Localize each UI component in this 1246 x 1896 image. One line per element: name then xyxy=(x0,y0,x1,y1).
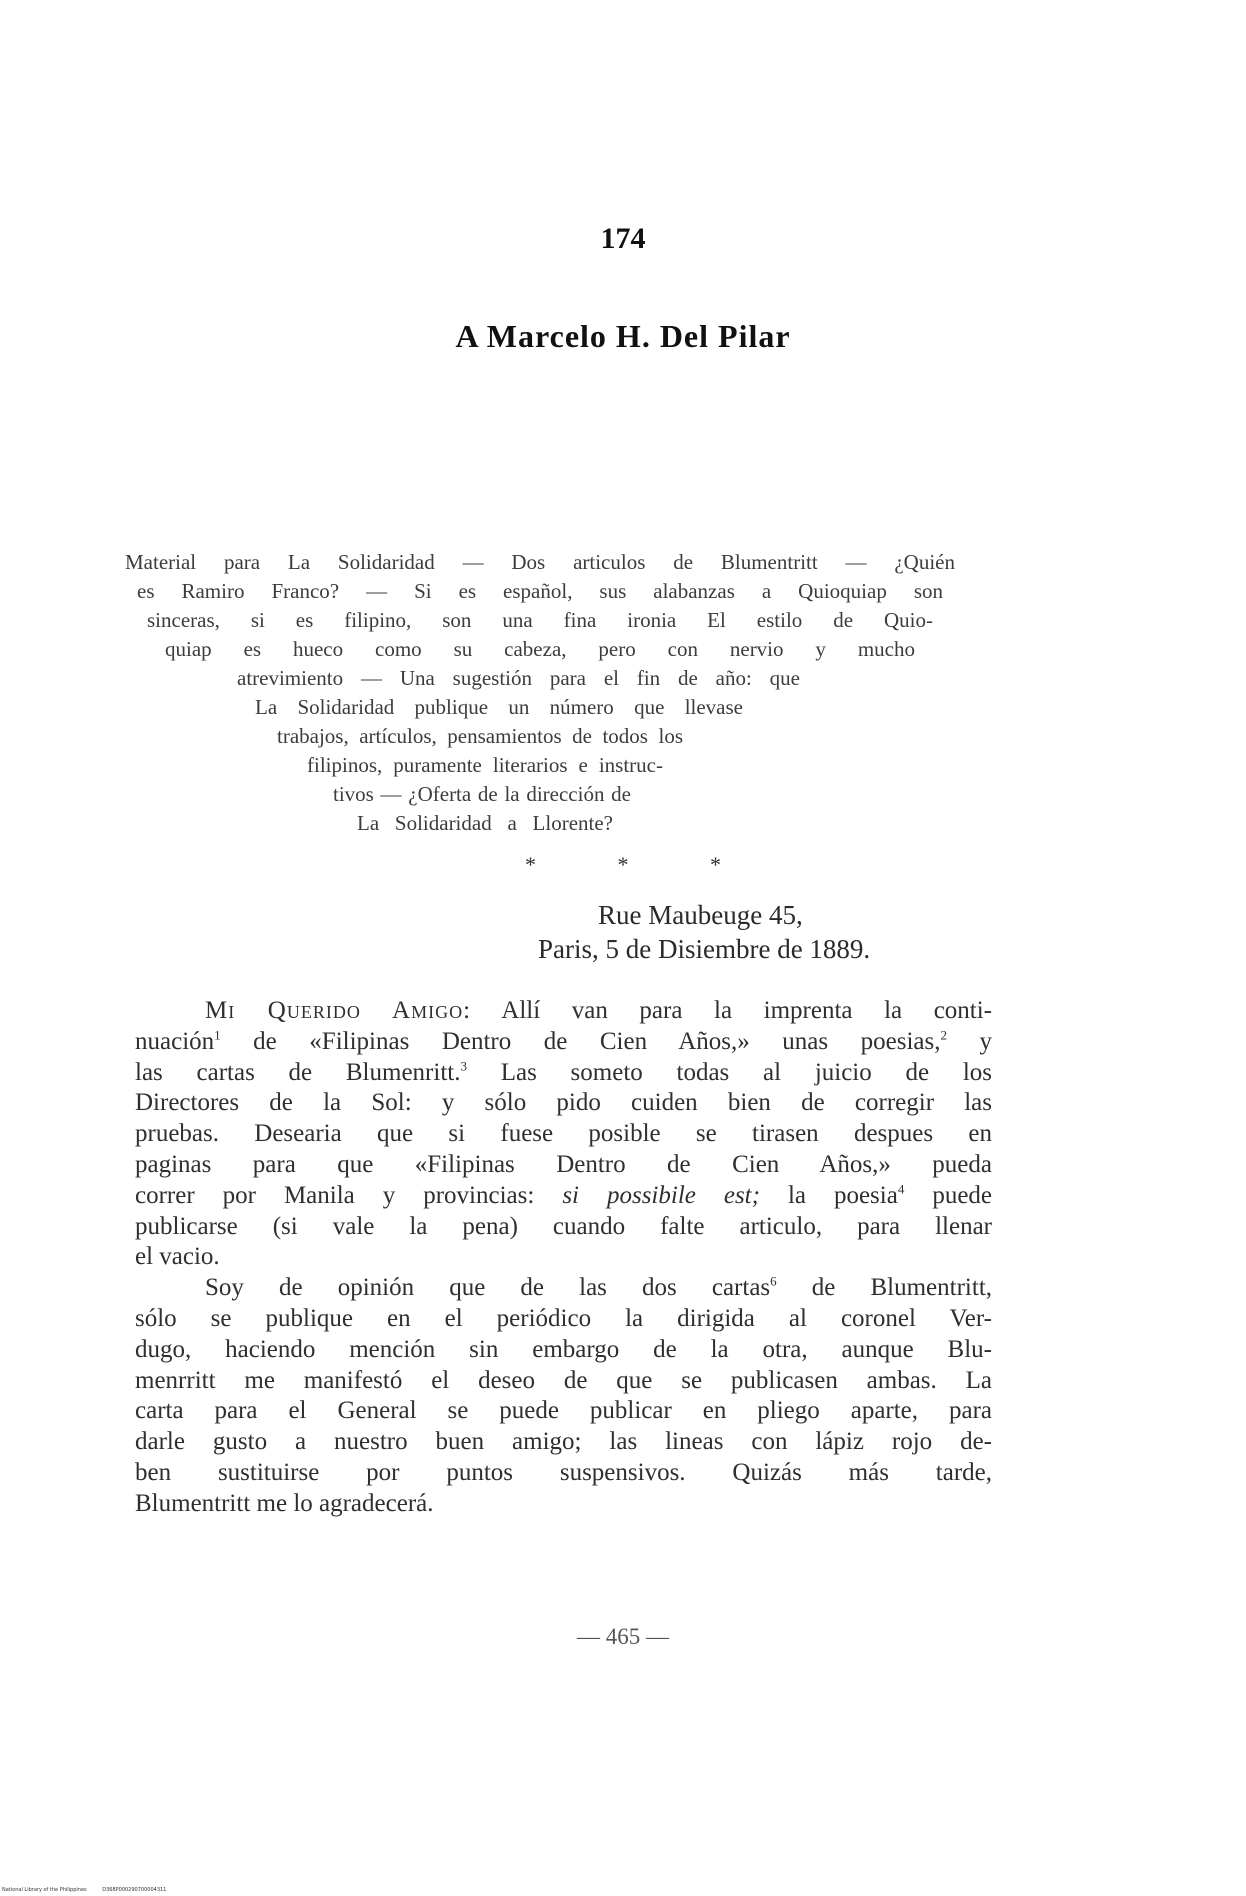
footer-id: D368P000290700004311 xyxy=(102,1887,167,1893)
letter-summary xyxy=(125,548,955,838)
footnote-ref: 6 xyxy=(770,1273,777,1289)
summary-line: filipinos, puramente literarios e instruc- xyxy=(307,753,663,777)
footer-library: National Library of the Philippines xyxy=(2,1887,87,1893)
body-line: menrritt me manifestó el deseo de que se publicasen ambas. La xyxy=(135,1366,992,1394)
summary-line: La Solidaridad publique un número que llevase xyxy=(255,695,743,719)
body-line: paginas para que «Filipinas Dentro de Cien Años,» pueda xyxy=(135,1150,992,1178)
summary-line: quiap es hueco como su cabeza, pero con nervio y mucho xyxy=(165,637,915,661)
body-line: carta para el General se puede publicar en pliego aparte, para xyxy=(135,1397,992,1425)
footnote-ref: 4 xyxy=(897,1181,905,1197)
summary-line: tivos — ¿Oferta de la dirección de xyxy=(333,782,631,806)
body-line: dugo, haciendo mención sin embargo de la otra, aunque Blu- xyxy=(135,1335,992,1363)
body-line: Mi Querido Amigo: Allí van para la imprenta la conti- xyxy=(205,997,993,1024)
summary-line: Material para La Solidaridad — Dos articulos de Blumentritt — ¿Quién xyxy=(125,550,955,574)
body-line: nuación$^1$ de «Filipinas Dentro de Cien Años,» unas poesias,$^2$ y xyxy=(135,1027,993,1055)
body-line: ben sustituirse por puntos suspensivos. Quizás más tarde, xyxy=(135,1458,992,1486)
address-date: Paris, 5 de Disiembre de 1889. xyxy=(538,934,871,964)
page-number: — 465 — xyxy=(577,1624,669,1649)
section-separator: * * * xyxy=(525,852,759,877)
letter-title: A Marcelo H. Del Pilar xyxy=(455,318,791,354)
body-line: Directores de la Sol: y sólo pido cuiden bien de corregir las xyxy=(135,1089,992,1117)
address-street: Rue Maubeuge 45, xyxy=(598,900,803,930)
body-line: pruebas. Desearia que si fuese posible se tirasen despues en xyxy=(135,1120,992,1148)
summary-line: sinceras, si es filipino, son una fina ironia El estilo de Quio- xyxy=(147,608,933,632)
salutation: Mi Querido Amigo: xyxy=(205,997,472,1024)
body-line: publicarse (si vale la pena) cuando falte articulo, para llenar xyxy=(135,1212,992,1240)
summary-line: trabajos, artículos, pensamientos de todos los xyxy=(277,724,683,748)
summary-line: La Solidaridad a Llorente? xyxy=(357,811,613,835)
scan-footer xyxy=(2,1887,180,1893)
footnote-ref: 1 xyxy=(214,1027,221,1043)
body-line: sólo se publique en el periódico la dirigida al coronel Ver- xyxy=(135,1304,992,1332)
letter-number: 174 xyxy=(600,222,646,255)
body-line: darle gusto a nuestro buen amigo; las lineas con lápiz rojo de- xyxy=(135,1428,992,1456)
latin-phrase: si possibile est; xyxy=(562,1181,760,1209)
body-line: el vacio. xyxy=(135,1243,220,1271)
footnote-ref: 3 xyxy=(460,1058,467,1074)
body-line: las cartas de Blumenritt.$^3$ Las someto todas al juicio de los xyxy=(135,1058,993,1086)
body-line: Soy de opinión que de las dos cartas$^6$ de Blumentritt, xyxy=(205,1273,993,1302)
body-line: correr por Manila y provincias: si possibile est; la poesia$^4$ puede xyxy=(135,1181,993,1209)
footnote-ref: 2 xyxy=(940,1027,947,1043)
letter-address xyxy=(500,898,980,966)
body-line: Blumentritt me lo agradecerá. xyxy=(135,1489,434,1517)
summary-line: atrevimiento — Una sugestión para el fin de año: que xyxy=(237,666,800,690)
letter-body xyxy=(135,996,992,1520)
summary-line: es Ramiro Franco? — Si es español, sus alabanzas a Quioquiap son xyxy=(137,579,943,603)
